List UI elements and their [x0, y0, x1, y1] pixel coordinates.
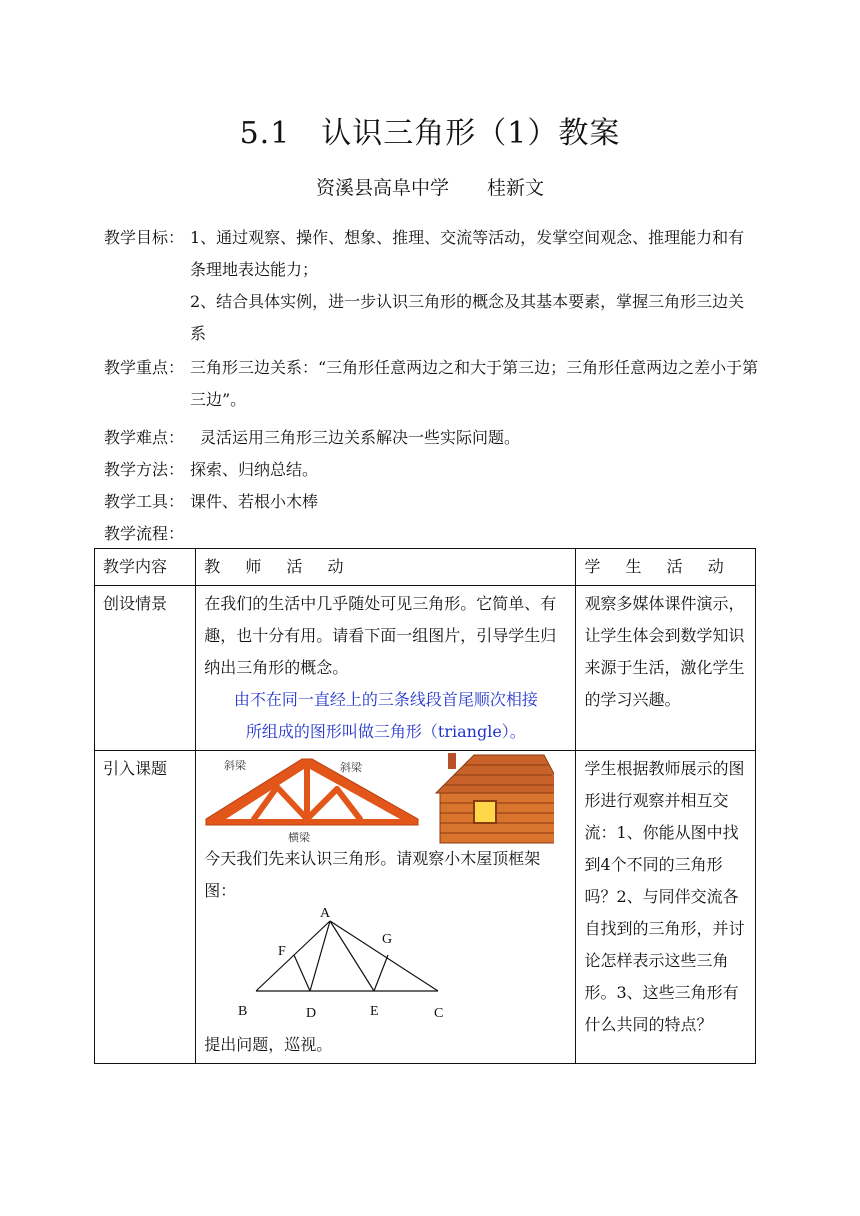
roof-truss-image: [204, 753, 554, 845]
point-label-e: E: [370, 1004, 379, 1019]
log-cabin-image: [436, 753, 554, 843]
triangle-definition-line2: 所组成的图形叫做三角形（triangle）。: [245, 722, 526, 741]
triangle-definition-line1: 由不在同一直经上的三条线段首尾顺次相接: [233, 690, 538, 709]
row2-teacher: [196, 751, 576, 1064]
methods-text: 探索、归纳总结。: [190, 460, 319, 479]
row2-teacher-end: 提出问题，巡视。: [204, 1035, 333, 1054]
difficulties-label: 教学难点：: [104, 428, 185, 447]
goals-item-1: 1、通过观察、操作、想象、推理、交流等活动，发掌空间观念、推理能力和有条理地表达能力；: [190, 228, 745, 279]
triangle-figure: [228, 907, 468, 1029]
teaching-goals: [104, 222, 760, 350]
truss-label-bottom: 横梁: [288, 831, 311, 844]
segment-ad: [310, 921, 330, 991]
row2-content: 引入课题: [95, 751, 196, 1064]
page-title: 5.1 认识三角形（1）教案: [239, 116, 621, 151]
key-points-text: 三角形三边关系：“三角形任意两边之和大于第三边；三角形任意两边之差小于第三边”。: [190, 358, 759, 409]
point-label-g: G: [382, 932, 393, 947]
tools-text: 课件、若根小木棒: [190, 492, 319, 511]
table-row: [95, 751, 756, 1064]
header-student: 学 生 活 动: [576, 549, 756, 586]
goals-item-2: 2、结合具体实例，进一步认识三角形的概念及其基本要素，掌握三角形三边关系: [190, 292, 745, 343]
truss-label-left: 斜梁: [224, 759, 247, 772]
goals-label: 教学目标：: [104, 228, 185, 247]
point-label-f: F: [278, 944, 287, 959]
flow-label: 教学流程：: [104, 524, 185, 543]
segment-fd: [294, 955, 310, 991]
table-header-row: [95, 549, 756, 586]
cabin-window: [474, 801, 496, 823]
point-label-c: C: [434, 1006, 444, 1021]
segment-ae: [330, 921, 374, 991]
tools-label: 教学工具：: [104, 492, 185, 511]
key-points: [104, 352, 760, 416]
triangle-diagram: [204, 907, 567, 1029]
row2-student: 学生根据教师展示的图形进行观察并相互交流：1、你能从图中找到4个不同的三角形吗？2、与同伴交流各自找到的三角形，并讨论怎样表示这些三角形。3、这些三角形有什么共同的特点？: [576, 751, 756, 1064]
header-teacher: 教 师 活 动: [196, 549, 576, 586]
row2-teacher-text: 今天我们先来认识三角形。请观察小木屋顶框架图：: [204, 849, 541, 900]
row1-content: 创设情景: [95, 586, 196, 751]
point-label-a: A: [320, 907, 331, 921]
header-content: 教学内容: [95, 549, 196, 586]
author-line: 资溪县高阜中学 桂新文: [315, 177, 544, 199]
methods-label: 教学方法：: [104, 460, 185, 479]
point-label-b: B: [238, 1004, 248, 1019]
side-ab: [256, 921, 330, 991]
key-points-label: 教学重点：: [104, 358, 185, 377]
difficulties-text: 灵活运用三角形三边关系解决一些实际问题。: [200, 428, 521, 447]
cabin-chimney: [448, 753, 456, 769]
row1-teacher-text: 在我们的生活中几乎随处可见三角形。它简单、有趣，也十分有用。请看下面一组图片，引导学生归纳出三角形的概念。: [204, 594, 557, 677]
truss-label-right: 斜梁: [340, 761, 363, 774]
teaching-flow-table: [94, 548, 756, 1064]
roof-pictures: [204, 753, 567, 843]
segment-eg: [374, 955, 388, 991]
table-row: [95, 586, 756, 751]
row1-teacher: [196, 586, 576, 751]
row1-student: 观察多媒体课件演示，让学生体会到数学知识来源于生活，激化学生的学习兴趣。: [576, 586, 756, 751]
point-label-d: D: [306, 1006, 317, 1021]
